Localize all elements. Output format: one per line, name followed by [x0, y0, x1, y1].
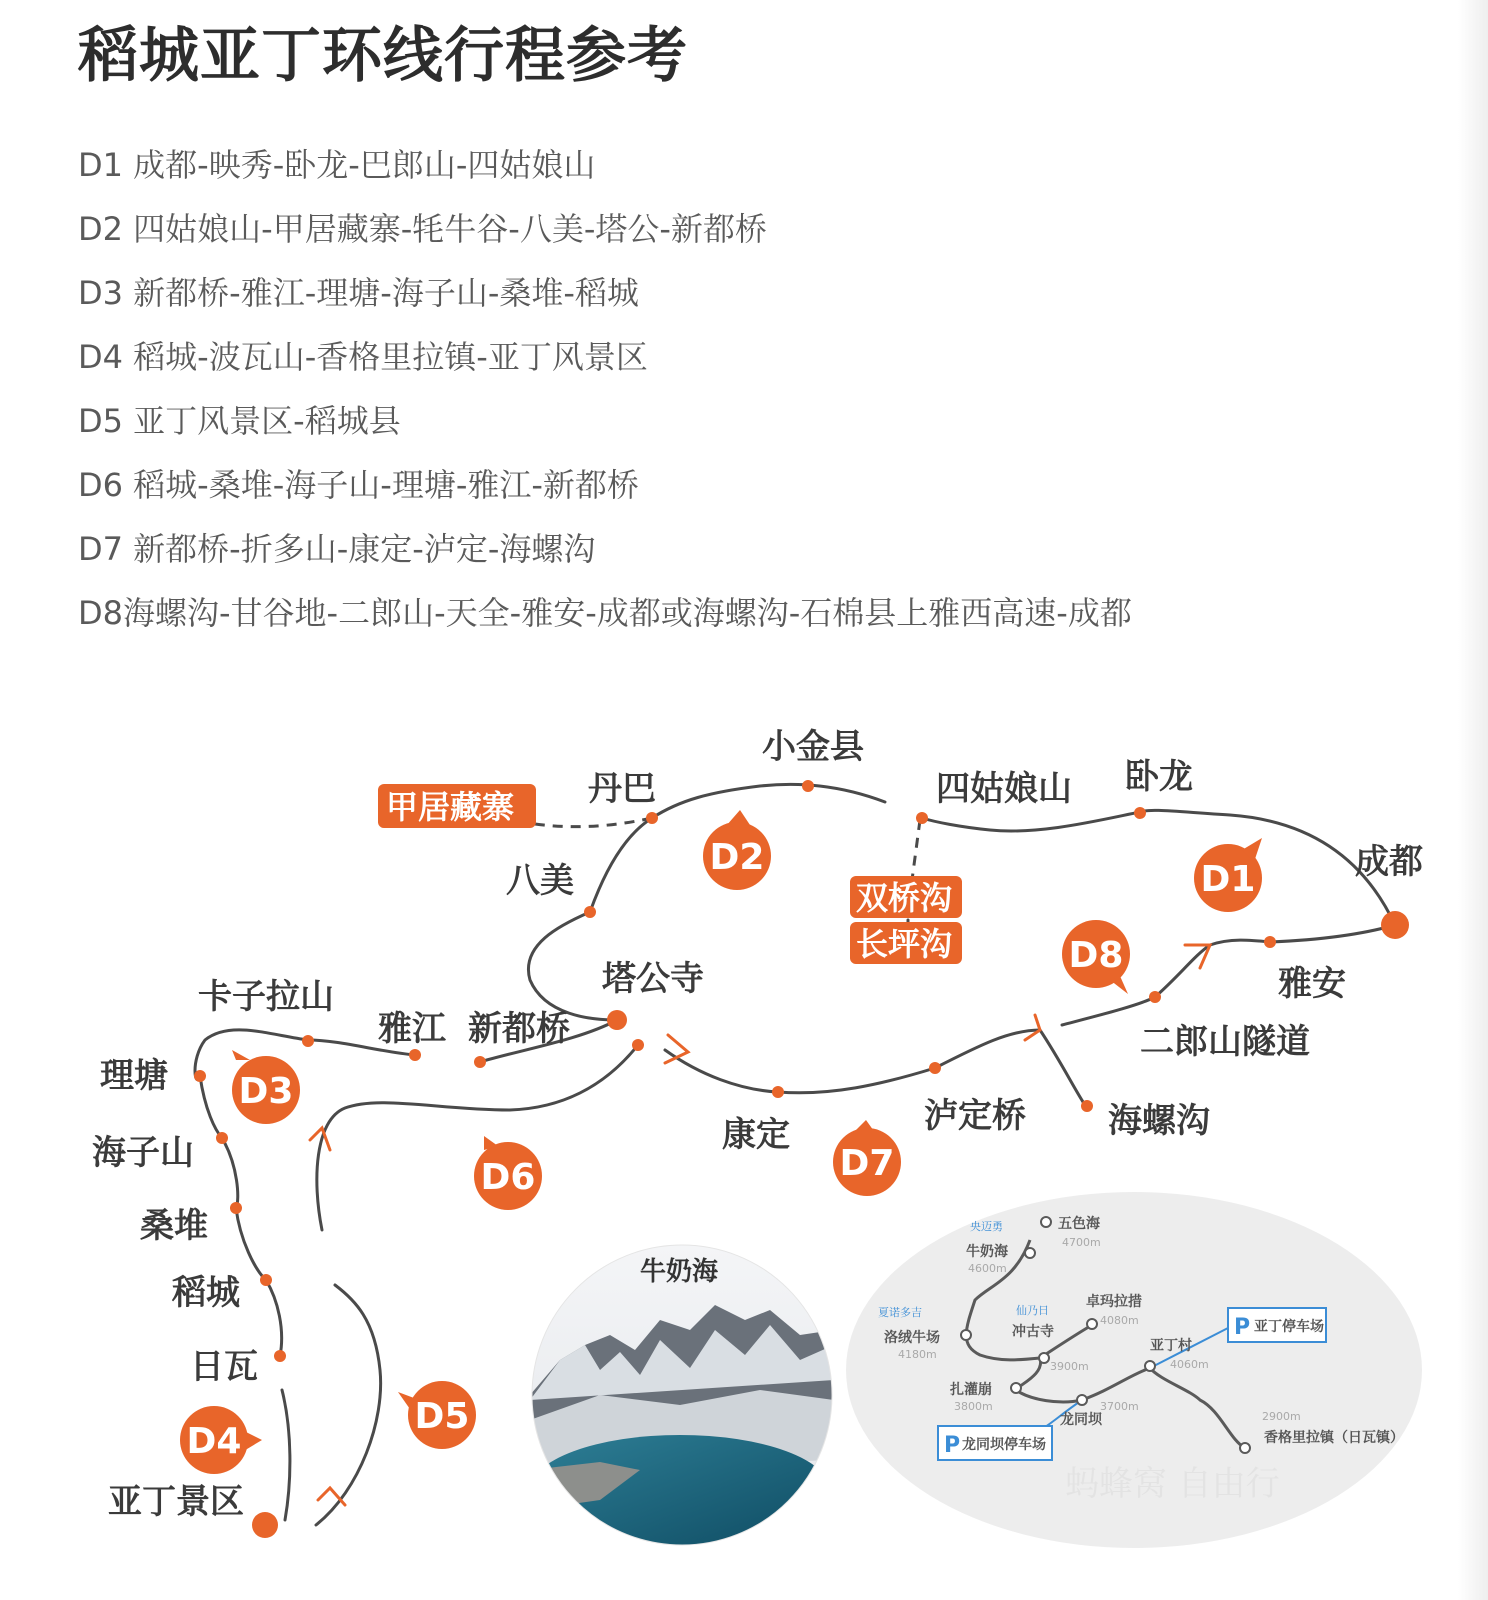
node-haizishan [216, 1132, 228, 1144]
node-hailuo [1081, 1100, 1093, 1112]
inset-longtongba: 龙同坝 [1060, 1412, 1102, 1428]
itinerary-list [78, 138, 1132, 650]
tag-changping: 长坪沟 [856, 925, 953, 963]
node-siguniang [916, 812, 928, 824]
node-xindu [607, 1010, 627, 1030]
route-map [0, 690, 1488, 1600]
tag-shuangqiao: 双桥沟 [856, 879, 953, 917]
svg-text:4180m: 4180m [898, 1348, 937, 1361]
itinerary-day-8: D8海螺沟-甘谷地-二郎山-天全-雅安-成都或海螺沟-石棉县上雅西高速-成都 [78, 594, 1132, 632]
inset-map [846, 1192, 1422, 1548]
badge-d6 [474, 1136, 542, 1210]
node-sangdui [230, 1202, 242, 1214]
arrow-d7-start [665, 1035, 688, 1063]
itinerary-day-7: D7 新都桥-折多山-康定-泸定-海螺沟 [78, 530, 596, 568]
inset-yangmaiyong: 央迈勇 [970, 1220, 1003, 1233]
arrow-d5 [318, 1488, 345, 1505]
svg-text:3900m: 3900m [1050, 1360, 1089, 1373]
node-chengdu [1381, 911, 1409, 939]
itinerary-day-1: D1 成都-映秀-卧龙-巴郎山-四姑娘山 [78, 146, 596, 184]
inset-zhaguanbeng: 扎灌崩 [950, 1382, 992, 1398]
node-luding [929, 1062, 941, 1074]
inset-luorong: 洛绒牛场 [884, 1330, 940, 1346]
label-riwa: 日瓦 [190, 1347, 258, 1387]
node-litang [194, 1070, 206, 1082]
route-d5 [316, 1285, 381, 1525]
badge-d8 [1062, 920, 1130, 994]
label-kangding: 康定 [722, 1115, 790, 1155]
svg-text:D7: D7 [839, 1143, 895, 1184]
inset-longtong-park: 龙同坝停车场 [962, 1437, 1046, 1453]
inset-shangri: 香格里拉镇（日瓦镇） [1264, 1430, 1404, 1446]
right-edge-shadow [1458, 0, 1488, 1600]
inset-xianai-left: 夏诺多吉 [878, 1306, 922, 1319]
node-bamei [584, 906, 596, 918]
node-xindu-d6 [474, 1056, 486, 1068]
svg-text:D3: D3 [238, 1071, 294, 1112]
node-erlang [1149, 991, 1161, 1003]
label-xindu: 新都桥 [468, 1009, 570, 1049]
label-erlang: 二郎山隧道 [1140, 1022, 1310, 1062]
badge-d4 [180, 1406, 262, 1474]
route-d1 [922, 810, 1395, 925]
svg-text:4060m: 4060m [1170, 1358, 1209, 1371]
node-tagong [632, 1039, 644, 1051]
svg-text:D1: D1 [1200, 859, 1256, 900]
node-danba [646, 812, 658, 824]
badge-d7 [833, 1120, 901, 1196]
svg-text:4600m: 4600m [968, 1262, 1007, 1275]
arrow-d7-end [1025, 1015, 1040, 1040]
svg-text:P: P [944, 1433, 961, 1458]
route-shuangqiao-dashed [912, 820, 920, 880]
node-yajiang [409, 1049, 421, 1061]
node-yaan [1264, 936, 1276, 948]
inset-yading-park: 亚丁停车场 [1254, 1319, 1324, 1335]
label-chengdu: 成都 [1355, 842, 1423, 882]
svg-text:D6: D6 [480, 1157, 536, 1198]
node-yading [252, 1512, 278, 1538]
label-daocheng: 稻城 [172, 1273, 240, 1313]
tag-jiaju: 甲居藏寨 [386, 788, 515, 826]
tag-boxes [378, 784, 962, 964]
badge-d2 [703, 810, 771, 890]
label-sangdui: 桑堆 [140, 1206, 208, 1246]
inset-yading-village: 亚丁村 [1150, 1338, 1192, 1354]
itinerary-day-2: D2 四姑娘山-甲居藏寨-牦牛谷-八美-塔公-新都桥 [78, 210, 767, 248]
route-d6 [317, 1045, 638, 1230]
inset-chonggu: 冲古寺 [1012, 1324, 1054, 1340]
label-wolong: 卧龙 [1125, 757, 1193, 797]
badge-d1 [1194, 838, 1262, 912]
svg-text:3700m: 3700m [1100, 1400, 1139, 1413]
svg-text:2900m: 2900m [1262, 1410, 1301, 1423]
badge-d3 [232, 1050, 300, 1124]
label-hailuo: 海螺沟 [1108, 1101, 1210, 1141]
itinerary-day-5: D5 亚丁风景区-稻城县 [78, 402, 401, 440]
label-litang: 理塘 [100, 1056, 168, 1096]
itinerary-day-3: D3 新都桥-雅江-理塘-海子山-桑堆-稻城 [78, 274, 639, 312]
route-d4 [282, 1390, 290, 1520]
node-kangding [772, 1086, 784, 1098]
page-title: 稻城亚丁环线行程参考 [78, 21, 688, 91]
label-siguniang: 四姑娘山 [936, 769, 1072, 809]
label-tagong: 塔公寺 [602, 959, 704, 999]
node-wolong [1134, 807, 1146, 819]
badge-d5 [398, 1381, 476, 1449]
svg-text:4700m: 4700m [1062, 1236, 1101, 1249]
watermark: 蚂蜂窝 自由行 [1065, 1464, 1280, 1504]
photo-caption: 牛奶海 [640, 1257, 719, 1287]
route-d7 [665, 1030, 1085, 1105]
svg-text:D4: D4 [186, 1421, 242, 1462]
niunaihai-photo [530, 1245, 834, 1545]
svg-text:3800m: 3800m [954, 1400, 993, 1413]
itinerary-day-4: D4 稻城-波瓦山-香格里拉镇-亚丁风景区 [78, 338, 648, 376]
inset-xianai: 仙乃日 [1016, 1304, 1049, 1317]
itinerary-day-6: D6 稻城-桑堆-海子山-理塘-雅江-新都桥 [78, 466, 639, 504]
label-luding: 泸定桥 [924, 1096, 1026, 1136]
node-kazilashan [302, 1035, 314, 1047]
inset-zhuomalacuo: 卓玛拉措 [1086, 1294, 1142, 1310]
label-yajiang: 雅江 [378, 1009, 446, 1049]
label-haizishan: 海子山 [92, 1133, 194, 1173]
label-xiaojin: 小金县 [762, 727, 864, 767]
svg-text:D8: D8 [1068, 935, 1124, 976]
inset-niunai: 牛奶海 [966, 1244, 1008, 1260]
label-yaan: 雅安 [1278, 964, 1346, 1004]
inset-wuse: 五色海 [1058, 1216, 1100, 1232]
svg-text:D2: D2 [709, 837, 765, 878]
label-bamei: 八美 [506, 861, 574, 901]
svg-text:4080m: 4080m [1100, 1314, 1139, 1327]
route-d2 [528, 784, 885, 1020]
label-yading: 亚丁景区 [108, 1482, 244, 1522]
node-riwa [274, 1350, 286, 1362]
node-xiaojin [802, 780, 814, 792]
route-jiaju-dashed [535, 818, 652, 827]
svg-text:P: P [1234, 1315, 1251, 1340]
svg-text:D5: D5 [414, 1396, 470, 1437]
node-daocheng [260, 1274, 272, 1286]
label-kazilashan: 卡子拉山 [198, 977, 334, 1017]
label-danba: 丹巴 [588, 769, 656, 809]
